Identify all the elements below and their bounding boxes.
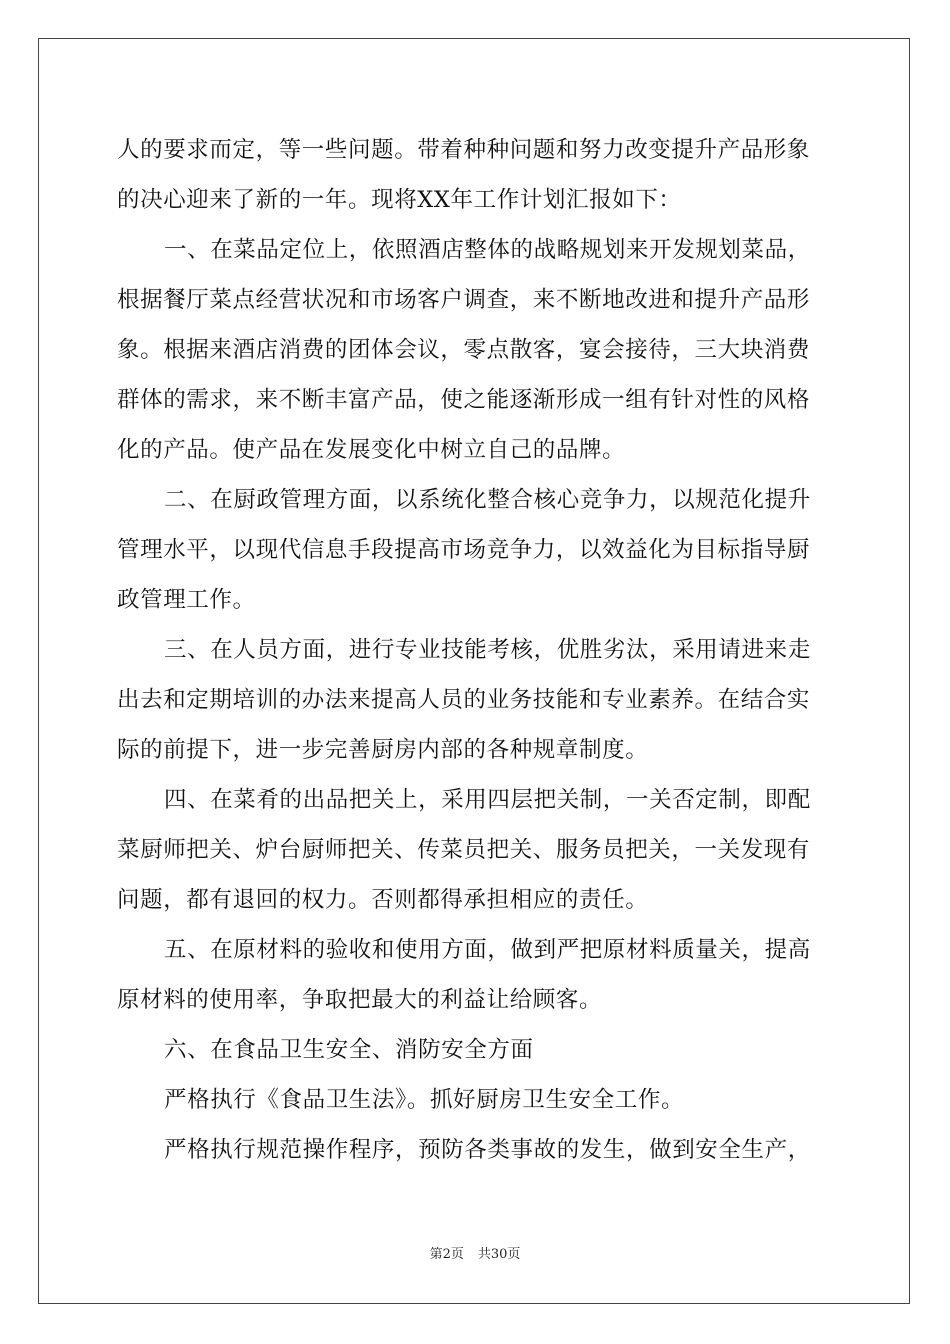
text-line: 管理水平，以现代信息手段提高市场竞争力，以效益化为目标指导厨 [117,537,811,563]
text-line: 五、在原材料的验收和使用方面，做到严把原材料质量关，提高 [164,937,811,963]
text-line: 三、在人员方面，进行专业技能考核，优胜劣汰，采用请进来走 [164,637,811,663]
text-line: 群体的需求，来不断丰富产品，使之能逐渐形成一组有针对性的风格 [117,387,811,413]
document-body [117,130,833,1180]
text-line: 政管理工作。 [117,587,256,613]
text-line: 象。根据来酒店消费的团体会议，零点散客，宴会接待，三大块消费 [117,337,811,363]
page-total: 共30页 [477,1247,521,1262]
text-line: 化的产品。使产品在发展变化中树立自己的品牌。 [117,437,626,463]
text-line: 四、在菜肴的出品把关上，采用四层把关制，一关否定制，即配 [164,787,811,813]
page-footer [0,1243,950,1262]
text-line: 原材料的使用率，争取把最大的利益让给顾客。 [117,987,603,1013]
text-line: 二、在厨政管理方面，以系统化整合核心竞争力，以规范化提升 [164,487,811,513]
page-number: 第2页 [429,1247,464,1262]
text-line: 出去和定期培训的办法来提高人员的业务技能和专业素养。在结合实 [117,687,811,713]
text-line: 问题，都有退回的权力。否则都得承担相应的责任。 [117,887,649,913]
text-line: 人的要求而定，等一些问题。带着种种问题和努力改变提升产品形象 [117,137,811,163]
text-line: 一、在菜品定位上，依照酒店整体的战略规划来开发规划菜品， [164,237,811,263]
text-line: 六、在食品卫生安全、消防安全方面 [164,1037,534,1063]
text-line: 菜厨师把关、炉台厨师把关、传菜员把关、服务员把关，一关发现有 [117,837,811,863]
text-line: 严格执行规范操作程序，预防各类事故的发生，做到安全生产， [164,1137,811,1163]
text-line: 际的前提下，进一步完善厨房内部的各种规章制度。 [117,737,649,763]
text-line: 根据餐厅菜点经营状况和市场客户调查，来不断地改进和提升产品形 [117,287,811,313]
text-line: 严格执行《食品卫生法》。抓好厨房卫生安全工作。 [164,1087,685,1113]
text-line: 的决心迎来了新的一年。现将XX年工作计划汇报如下： [117,187,682,213]
